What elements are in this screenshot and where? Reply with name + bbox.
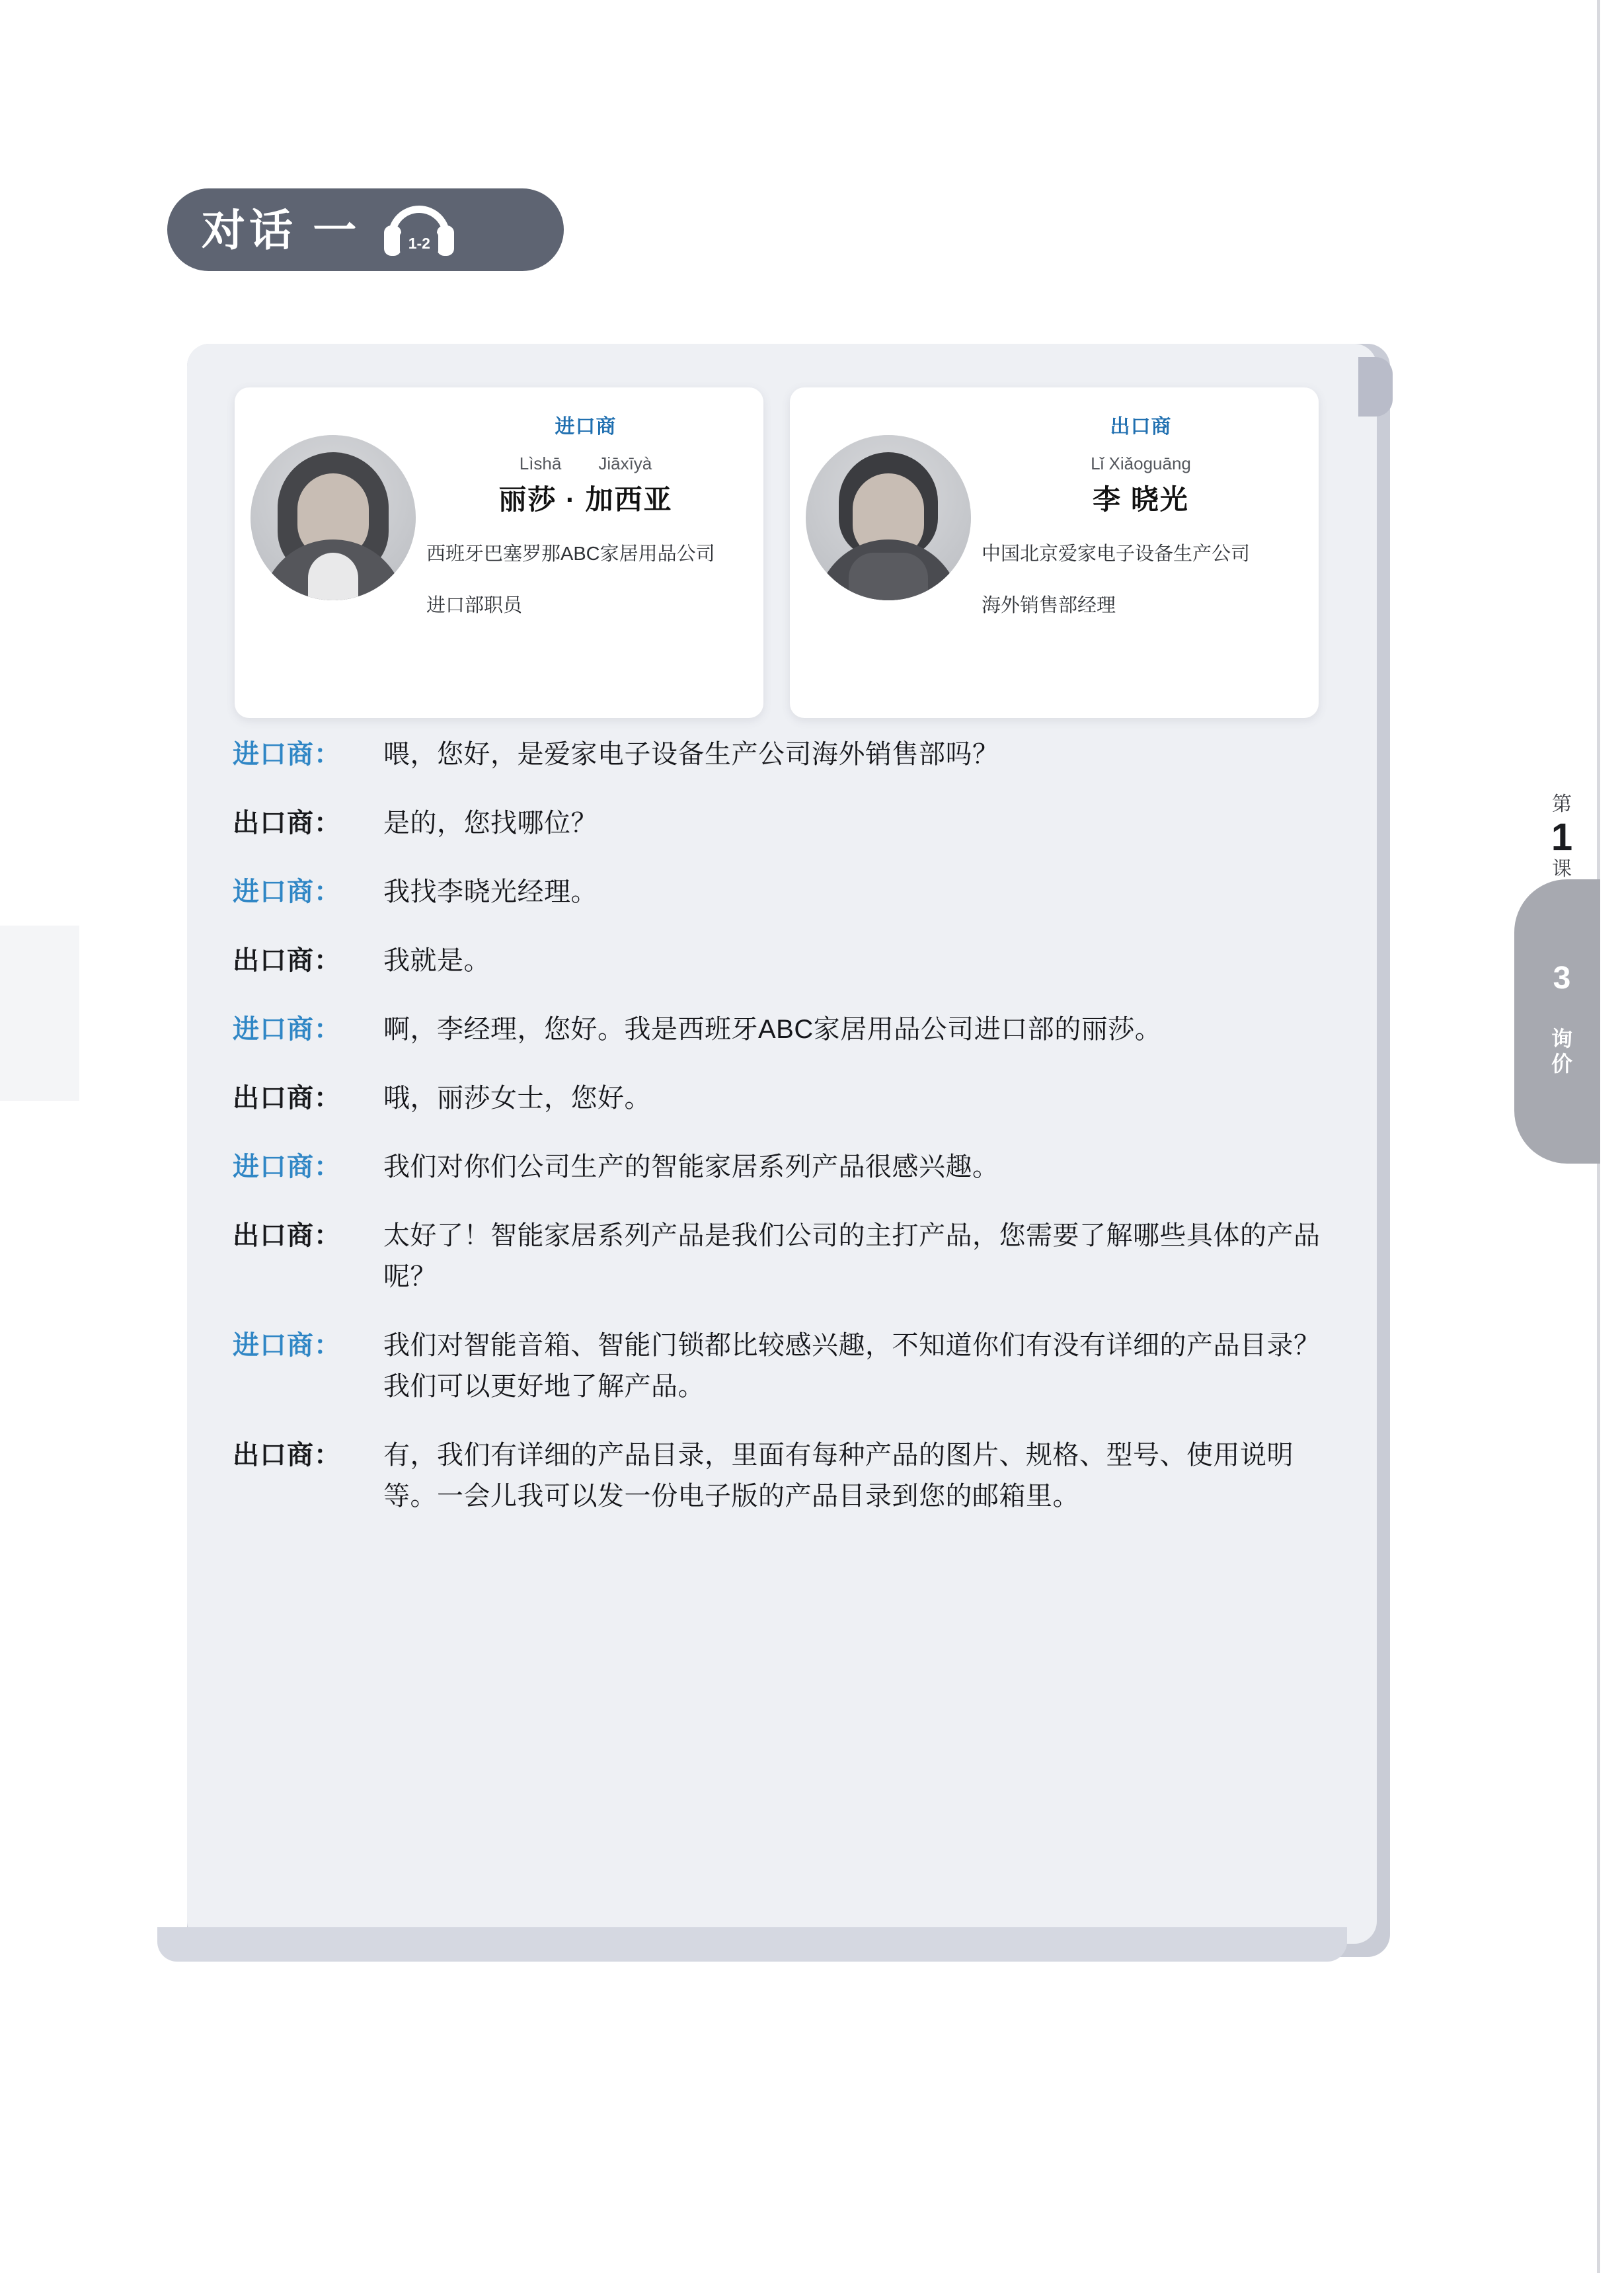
- profile-company: 西班牙巴塞罗那ABC家居用品公司: [426, 543, 715, 565]
- lesson-suffix: 课: [1552, 858, 1572, 881]
- lesson-topic: 询价: [1551, 1027, 1572, 1076]
- profile-name: 丽莎 · 加西亚: [498, 484, 673, 515]
- dialogue-speaker: 进口商：: [233, 1015, 341, 1044]
- dialogue-text: 啊，李经理，您好。我是西班牙ABC家居用品公司进口部的丽莎。: [383, 1015, 1162, 1044]
- dialogue-line: [233, 1146, 1330, 1187]
- dialogue-line: [233, 734, 1330, 775]
- section-title: 对话 一: [202, 205, 361, 255]
- dialogue-speaker: 进口商：: [233, 1152, 341, 1181]
- lesson-number: 1: [1551, 815, 1573, 859]
- avatar: [806, 435, 971, 600]
- dialogue-line: [233, 1325, 1330, 1407]
- dialogue-line: [233, 1009, 1330, 1050]
- dialogue-speaker: 出口商：: [233, 1441, 341, 1470]
- dialogue-text: 有，我们有详细的产品目录，里面有每种产品的图片、规格、型号、使用说明等。一会儿我可以发一份电子版的产品目录到您的邮箱里。: [383, 1441, 1294, 1511]
- profile-info: [971, 407, 1300, 703]
- dialogue-line: [233, 871, 1330, 912]
- side-tab: [1514, 793, 1600, 1216]
- page-number: 3: [1553, 961, 1571, 996]
- dialogue-text: 太好了！智能家居系列产品是我们公司的主打产品，您需要了解哪些具体的产品呢？: [383, 1221, 1321, 1291]
- profile-card-exporter: [790, 387, 1319, 718]
- profile-pinyin: [982, 454, 1300, 474]
- avatar-shirt: [849, 553, 928, 600]
- profile-info: [416, 407, 745, 703]
- side-tab-blob: [1514, 879, 1600, 1164]
- dialogue-speaker: 出口商：: [233, 1221, 341, 1250]
- profile-pinyin-given: Lǐ Xiǎoguāng: [1091, 454, 1191, 473]
- avatar-shirt: [308, 553, 358, 600]
- dialogue-text: 我找李晓光经理。: [383, 877, 598, 906]
- dialogue-text: 是的，您找哪位？: [383, 809, 598, 838]
- dialogue-list: [233, 734, 1330, 1544]
- profile-role: 出口商: [1110, 416, 1172, 438]
- dialogue-line: [233, 1078, 1330, 1119]
- dialogue-text: 我就是。: [383, 946, 490, 975]
- dialogue-speaker: 进口商：: [233, 877, 341, 906]
- dialogue-speaker: 进口商：: [233, 1331, 341, 1360]
- dialogue-line: [233, 1215, 1330, 1297]
- profile-card-importer: [235, 387, 763, 718]
- dialogue-speaker: 出口商：: [233, 1084, 341, 1113]
- card-fold-decoration: [1358, 357, 1393, 417]
- profile-role: 进口商: [555, 416, 617, 438]
- dialogue-line: [233, 803, 1330, 844]
- card-bottom-strip: [157, 1927, 1347, 1962]
- dialogue-text: 哦，丽莎女士，您好。: [383, 1084, 651, 1113]
- profile-pinyin: [426, 454, 745, 474]
- headphone-ear-right: [437, 225, 454, 256]
- lesson-prefix: 第: [1552, 793, 1572, 815]
- dialogue-speaker: 进口商：: [233, 740, 341, 769]
- dialogue-text: 我们对智能音箱、智能门锁都比较感兴趣，不知道你们有没有详细的产品目录？我们可以更好地了解产品。: [383, 1331, 1321, 1401]
- profile-position: 进口部职员: [426, 594, 523, 616]
- dialogue-text: 我们对你们公司生产的智能家居系列产品很感兴趣。: [383, 1152, 999, 1181]
- profile-position: 海外销售部经理: [982, 594, 1116, 616]
- headphone-icon[interactable]: [380, 202, 458, 259]
- profile-pinyin-family: Jiāxīyà: [598, 454, 652, 473]
- profile-name: 李 晓光: [1093, 484, 1189, 515]
- section-header: [167, 188, 564, 271]
- left-edge-decoration: [0, 926, 79, 1101]
- dialogue-speaker: 出口商：: [233, 809, 341, 838]
- lesson-indicator: [1542, 793, 1582, 881]
- avatar: [251, 435, 416, 600]
- headphone-ear-left: [384, 225, 401, 256]
- profile-pinyin-given: Lìshā: [519, 454, 562, 473]
- audio-track-label: 1-2: [400, 232, 438, 255]
- dialogue-line: [233, 940, 1330, 981]
- dialogue-speaker: 出口商：: [233, 946, 341, 975]
- dialogue-line: [233, 1435, 1330, 1517]
- dialogue-text: 喂，您好，是爱家电子设备生产公司海外销售部吗？: [383, 740, 999, 769]
- profile-cards: [235, 387, 1319, 718]
- profile-company: 中国北京爱家电子设备生产公司: [982, 543, 1251, 565]
